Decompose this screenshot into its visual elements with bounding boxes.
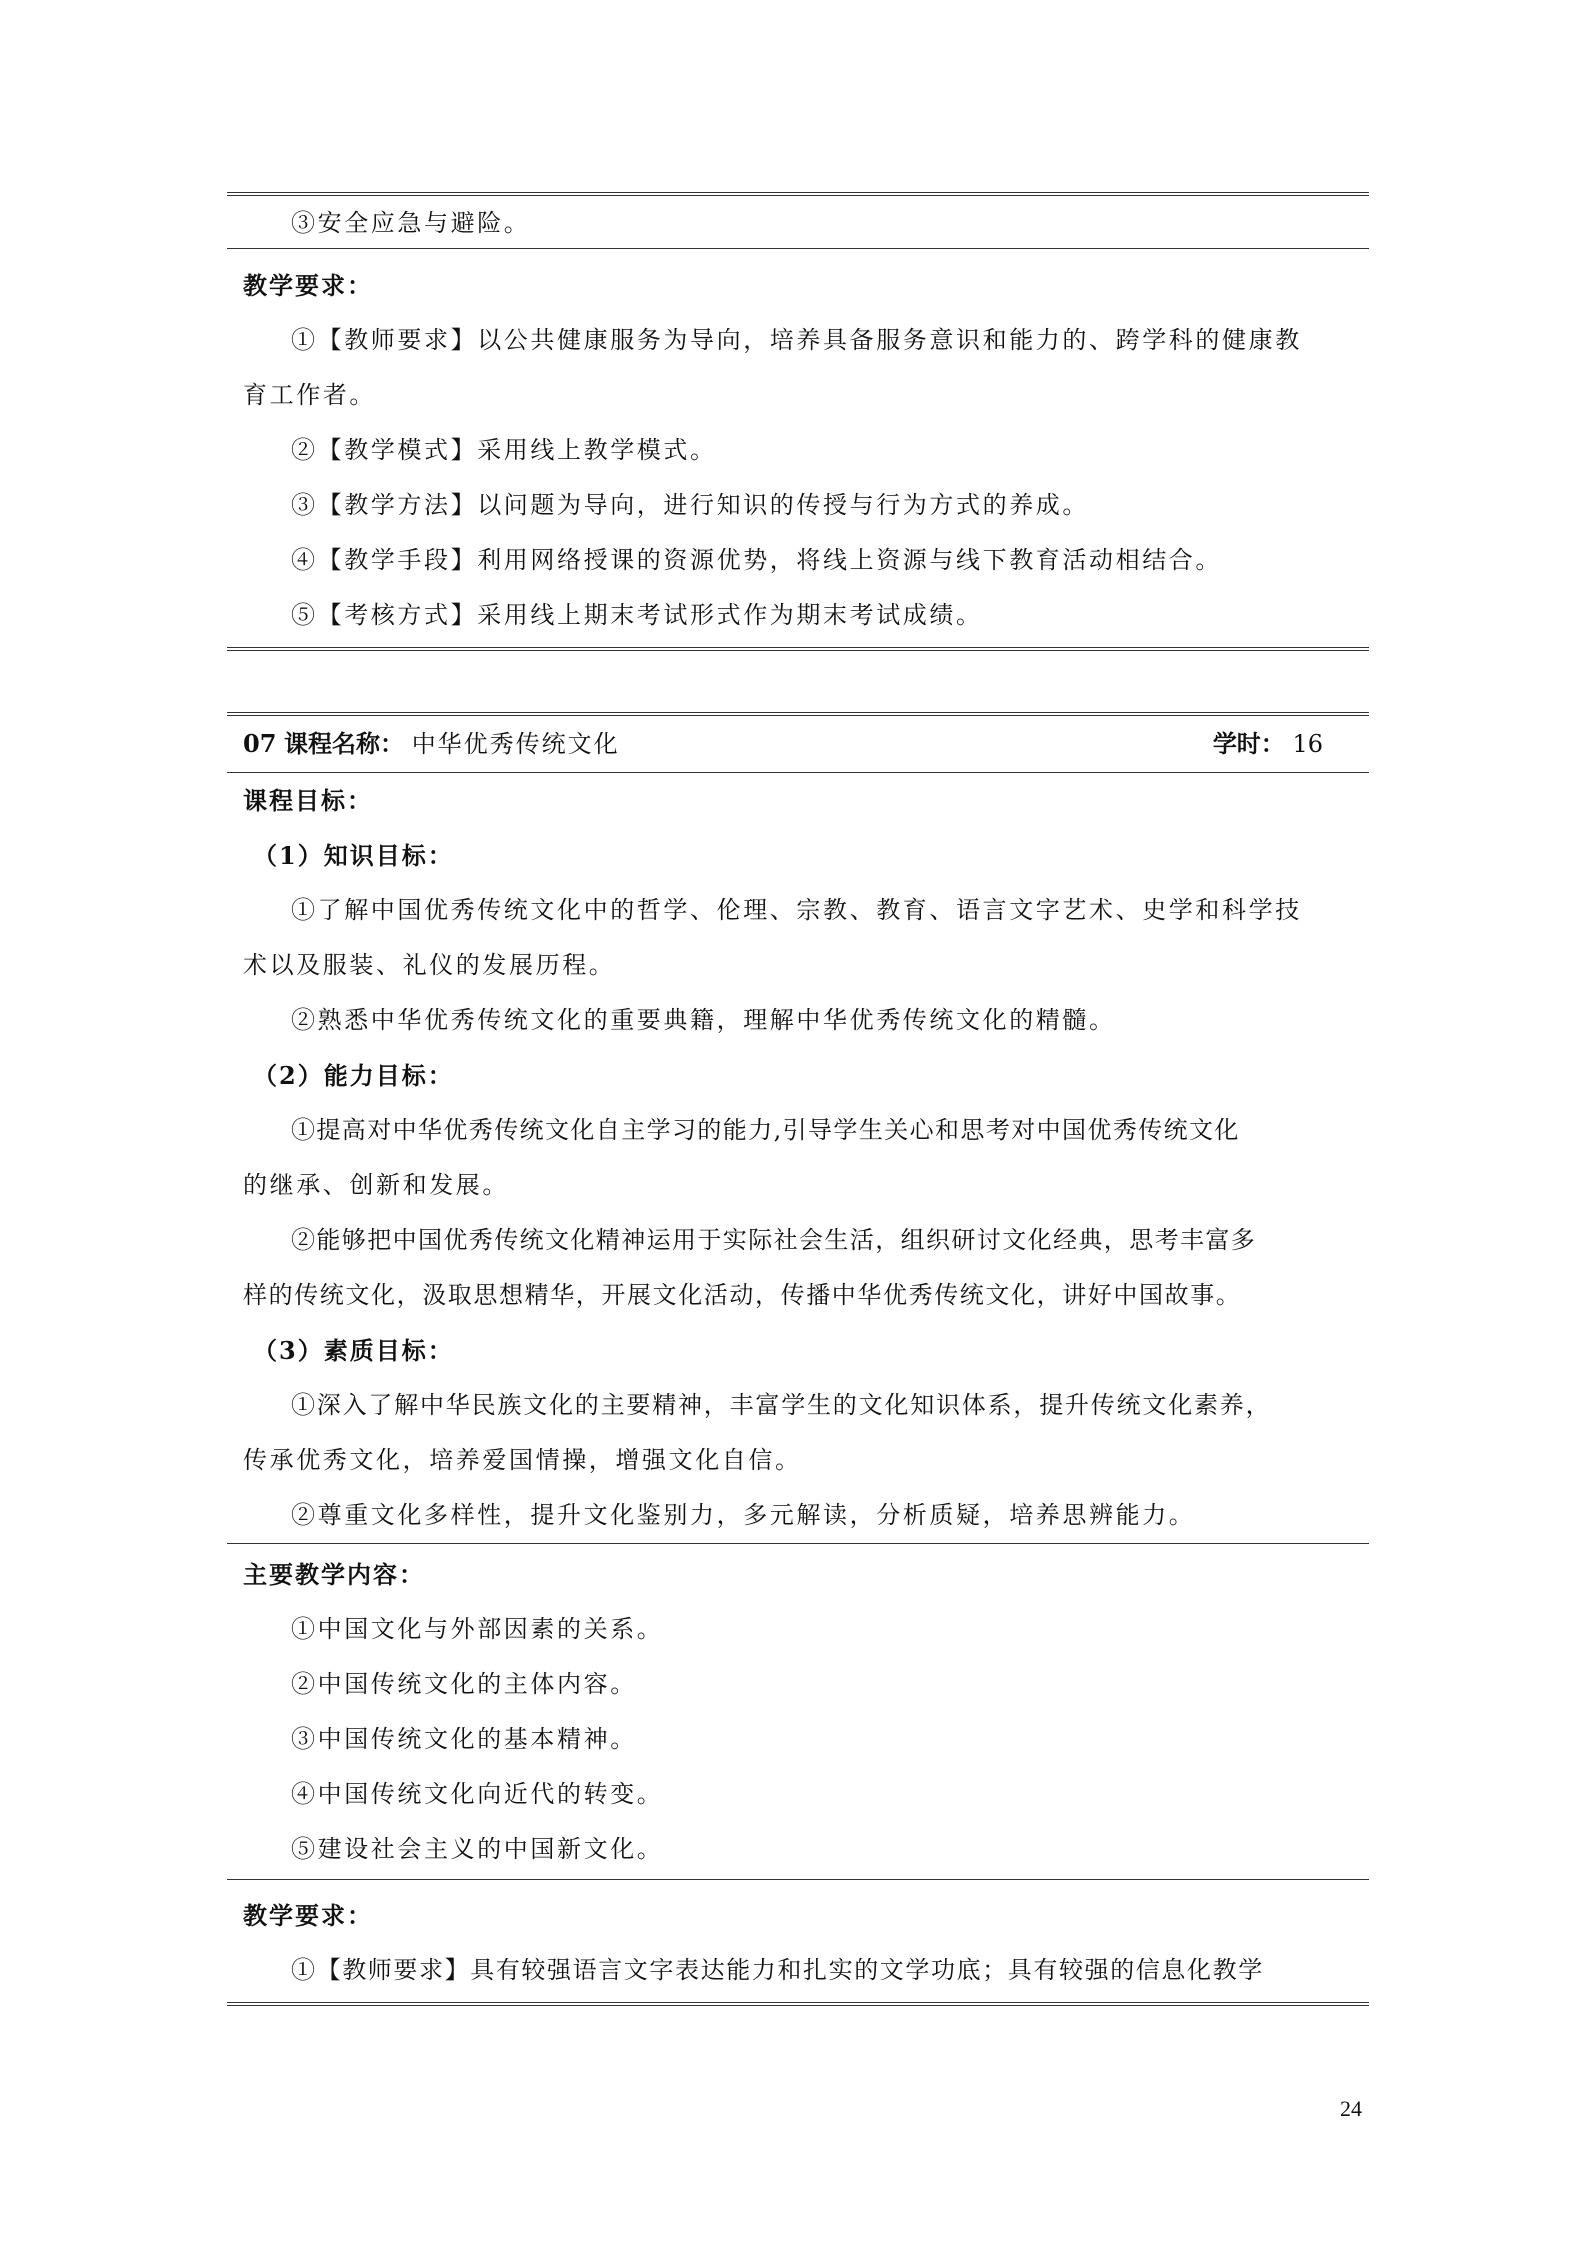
goal-line: 传承优秀文化，培养爱国情操，增强文化自信。: [243, 1446, 802, 1474]
teaching-requirements-heading: 教学要求：: [243, 1901, 373, 1930]
main-content-cell: [227, 1544, 1369, 1877]
course-name: 中华优秀传统文化: [411, 730, 620, 758]
main-content-heading: 主要教学内容：: [243, 1560, 425, 1589]
course-hours-value: 16: [1292, 730, 1323, 758]
teaching-requirements-cell: [227, 249, 1369, 643]
goal-line: 的继承、创新和发展。: [243, 1171, 509, 1199]
course-hours: [1213, 716, 1323, 772]
teaching-requirements-cell: [227, 1880, 1369, 1998]
content-item: ⑤建设社会主义的中国新文化。: [291, 1835, 664, 1863]
goal-line: ②尊重文化多样性，提升文化鉴别力，多元解读，分析质疑，培养思辨能力。: [291, 1501, 1196, 1529]
table-bottom-rule: [227, 2002, 1369, 2006]
quality-goals-heading: （3）素质目标：: [253, 1336, 454, 1365]
requirement-line: ①【教师要求】具有较强语言文字表达能力和扎实的文学功底；具有较强的信息化教学: [291, 1956, 1264, 1984]
goal-line: 术以及服装、礼仪的发展历程。: [243, 951, 616, 979]
content-item: ③中国传统文化的基本精神。: [291, 1725, 637, 1753]
teaching-requirements-heading: 教学要求：: [243, 271, 373, 300]
ability-goals-heading: （2）能力目标：: [253, 1061, 454, 1090]
course-name-label: 课程名称：: [284, 729, 405, 758]
course-table-continuation: [227, 192, 1369, 651]
requirement-line: ③【教学方法】以问题为导向，进行知识的传授与行为方式的养成。: [291, 491, 1089, 519]
course-number: 07: [243, 729, 277, 758]
content-item: ④中国传统文化向近代的转变。: [291, 1780, 664, 1808]
requirement-line: ①【教师要求】以公共健康服务为导向，培养具备服务意识和能力的、跨学科的健康教: [291, 326, 1302, 354]
content-cell: [227, 196, 1369, 251]
requirement-line: ④【教学手段】利用网络授课的资源优势，将线上资源与线下教育活动相结合。: [291, 546, 1222, 574]
content-item: ①中国文化与外部因素的关系。: [291, 1615, 664, 1643]
requirement-line: ⑤【考核方式】采用线上期末考试形式作为期末考试成绩。: [291, 601, 983, 629]
goal-line: ①提高对中华优秀传统文化自主学习的能力,引导学生关心和思考对中国优秀传统文化: [291, 1116, 1240, 1144]
goal-line: ①了解中国优秀传统文化中的哲学、伦理、宗教、教育、语言文字艺术、史学和科学技: [291, 896, 1302, 924]
requirement-line: 育工作者。: [243, 381, 376, 409]
course-table: [227, 712, 1369, 2006]
course-header-row: [227, 716, 1369, 772]
content-item: ③安全应急与避险。: [291, 209, 531, 237]
content-item: ②中国传统文化的主体内容。: [291, 1670, 637, 1698]
course-title: [243, 716, 620, 772]
goal-line: ①深入了解中华民族文化的主要精神，丰富学生的文化知识体系，提升传统文化素养，: [291, 1391, 1272, 1419]
goal-line: ②能够把中国优秀传统文化精神运用于实际社会生活，组织研讨文化经典，思考丰富多: [291, 1226, 1257, 1254]
knowledge-goals-heading: （1）知识目标：: [253, 841, 454, 870]
requirement-line: ②【教学模式】采用线上教学模式。: [291, 436, 717, 464]
goal-line: 样的传统文化，汲取思想精华，开展文化活动，传播中华优秀传统文化，讲好中国故事。: [243, 1281, 1242, 1309]
table-bottom-rule: [227, 647, 1369, 651]
course-goals-heading: 课程目标：: [243, 786, 373, 815]
course-goals-cell: [227, 773, 1369, 1543]
goal-line: ②熟悉中华优秀传统文化的重要典籍，理解中华优秀传统文化的精髓。: [291, 1006, 1116, 1034]
page-number: 24: [1340, 2096, 1362, 2121]
course-hours-label: 学时：: [1212, 729, 1285, 758]
